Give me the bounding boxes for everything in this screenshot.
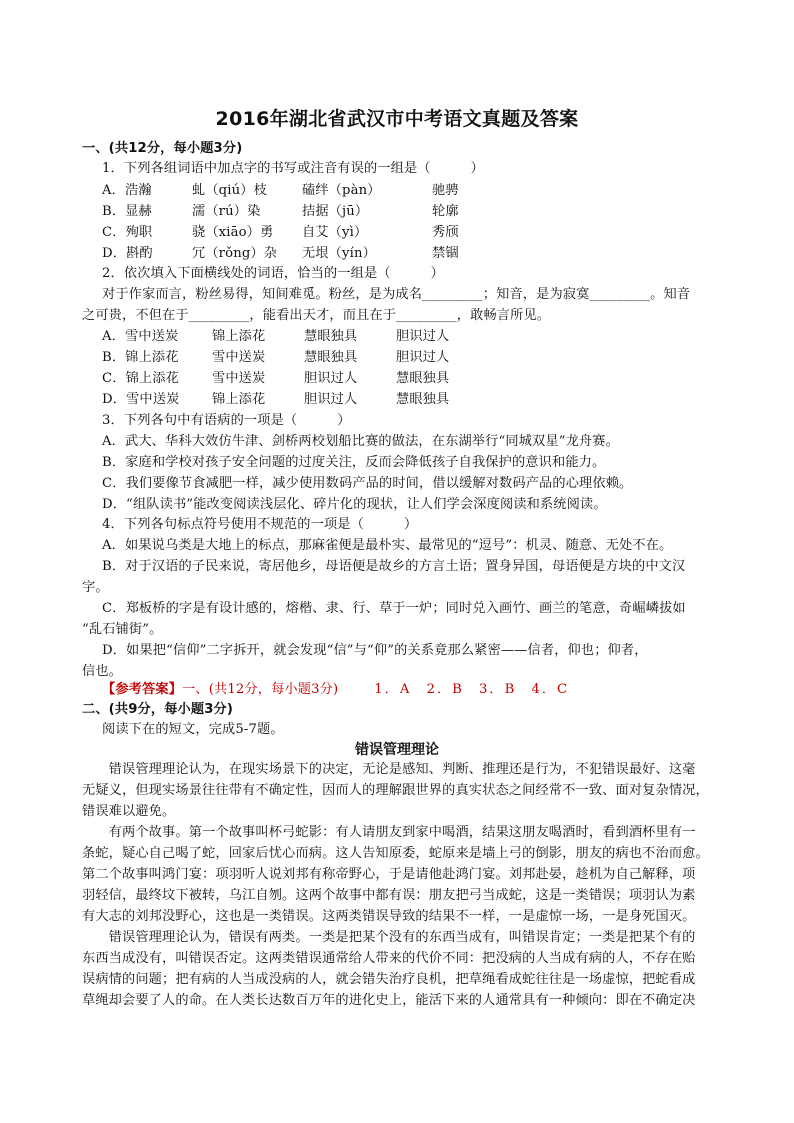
option-cell: 禁锢	[432, 246, 459, 261]
option-cell: 驰骋	[432, 183, 459, 198]
option-cell: 胆识过人	[304, 392, 358, 407]
option-cell: D．斟酌	[102, 246, 153, 261]
q1-option-a	[102, 181, 459, 201]
q1-option-c	[102, 223, 459, 243]
q2-option-d	[102, 390, 449, 410]
article-line: 草绳却会要了人的命。在人类长达数百万年的进化史上，能活下来的人通常具有一种倾向：即在不确定决	[82, 993, 696, 1008]
option-cell: 雪中送炭	[212, 371, 266, 386]
q4-option-b: B．对于汉语的子民来说，寄居他乡，母语便是故乡的方言土语；置身异国，母语便是方块的中文汉	[102, 559, 686, 574]
q2-stem: 2．依次填入下面横线处的词语，恰当的一组是（ ）	[102, 266, 444, 281]
q2-option-c	[102, 369, 449, 389]
option-cell: A．雪中送炭	[102, 329, 179, 344]
q2-option-a	[102, 327, 449, 347]
section-2-intro: 阅读下在的短文，完成5-7题。	[102, 722, 284, 737]
q3-option-a: A．武大、华科大效仿牛津、剑桥两校划船比赛的做法，在东湖举行“同城双星”龙舟赛。	[102, 434, 619, 449]
option-cell: 胆识过人	[396, 350, 450, 365]
option-cell: 拮据（jū）	[302, 204, 369, 219]
article-line: 错误难以避免。	[82, 804, 176, 819]
q1-option-b	[102, 202, 459, 222]
article-line: 有两个故事。第一个故事叫杯弓蛇影：有人请朋友到家中喝酒，结果这朋友喝酒时，看到酒杯里有一	[82, 825, 696, 840]
article-line: 条蛇，疑心自己喝了蛇，回家后忧心而病。这人告知原委，蛇原来是墙上弓的倒影，朋友的病也不治而愈。	[82, 846, 709, 861]
q3-option-b: B．家庭和学校对孩子安全问题的过度关注，反而会降低孩子自我保护的意识和能力。	[102, 455, 606, 470]
q4-option-a: A．如果说乌类是大地上的标点，那麻雀便是最朴实、最常见的“逗号”：机灵、随意、无处不在。	[102, 538, 673, 553]
article-line: 无疑义，但现实场景往往带有不确定性，因而人的理解跟世界的真实状态之间经常不一致、面对复杂情况，	[82, 783, 709, 798]
q4-option-b-cont: 字。	[82, 580, 109, 595]
article-line: 东西当成没有，叫错误否定。这两类错误通常给人带来的代价不同：把没病的人当成有病的人，不存在贻	[82, 951, 696, 966]
q3-option-d: D．“组队读书”能改变阅读浅层化、碎片化的现状，让人们学会深度阅读和系统阅读。	[102, 497, 607, 512]
option-cell: 无垠（yín）	[302, 246, 376, 261]
option-cell: D．雪中送炭	[102, 392, 180, 407]
section-1-heading: 一、(共12分，每小题3分)	[82, 141, 243, 156]
q4-option-d: D．如果把“信仰”二字拆开，就会发现“信”与“仰”的关系竟那么紧密——信者，仰也；仰者，	[102, 643, 648, 658]
option-cell: 胆识过人	[396, 329, 450, 344]
option-cell: 磕绊（pàn）	[302, 183, 381, 198]
option-cell: 雪中送炭	[212, 350, 266, 365]
q4-option-c-cont: “乱石铺街”。	[82, 622, 163, 637]
option-cell: 慧眼独具	[396, 371, 450, 386]
q4-stem: 4．下列各句标点符号使用不规范的一项是（ ）	[102, 517, 418, 532]
article-title: 错误管理理论	[355, 742, 439, 758]
option-cell: A．浩瀚	[102, 183, 152, 198]
q3-stem: 3．下列各句中有语病的一项是（ ）	[102, 413, 351, 428]
option-cell: B．锦上添花	[102, 350, 179, 365]
q4-option-c: C．郑板桥的字是有设计感的，熔楷、隶、行、草于一炉；同时兑入画竹、画兰的笔意，奇崛嶙拔如	[102, 601, 686, 616]
option-cell: 虬（qiú）枝	[192, 183, 267, 198]
option-cell: C．殉职	[102, 225, 153, 240]
option-cell: 轮廓	[432, 204, 459, 219]
q2-option-b	[102, 348, 449, 368]
answer-section: 一、(共12分，每小题3分)	[182, 682, 339, 697]
q4-option-d-cont: 信也。	[82, 664, 123, 679]
document-title: 2016年湖北省武汉市中考语文真题及答案	[215, 108, 579, 130]
article-line: 错误管理理论认为，错误有两类。一类是把某个没有的东西当成有，叫错误肯定；一类是把某个有的	[82, 930, 696, 945]
answer-label: 【参考答案】	[102, 682, 183, 697]
option-cell: 濡（rú）染	[192, 204, 261, 219]
option-cell: 慧眼独具	[304, 350, 358, 365]
option-cell: 慧眼独具	[304, 329, 358, 344]
q2-paragraph-line: 对于作家而言，粉丝易得，知间难觅。粉丝，是为成名_________；知音，是为寂寞_________。知音	[102, 287, 691, 302]
article-line: 错误管理理论认为，在现实场景下的决定，无论是感知、判断、推理还是行为，不犯错误最好、这毫	[82, 762, 696, 777]
q1-stem: 1．下列各组词语中加点字的书写或注音有误的一组是（ ）	[102, 161, 484, 176]
answer-line	[102, 680, 569, 700]
article-line: 第二个故事叫鸿门宴：项羽听人说刘邦有称帝野心，于是请他赴鸿门宴。刘邦赴晏，趁机为自己解释，项	[82, 867, 696, 882]
article-line: 羽轻信，最终坟下被转，乌江自刎。这两个故事中都有误：朋友把弓当成蛇，这是一类错误；项羽认为素	[82, 888, 696, 903]
option-cell: 锦上添花	[212, 329, 266, 344]
option-cell: C．锦上添花	[102, 371, 179, 386]
q3-option-c: C．我们要像节食减肥一样，减少使用数码产品的时间，借以缓解对数码产品的心理依赖。	[102, 476, 633, 491]
article-line: 误病情的问题；把有病的人当成没病的人，就会错失治疗良机，把草绳看成蛇往往是一场虚惊，把蛇看成	[82, 972, 696, 987]
option-cell: 自艾（yì）	[302, 225, 368, 240]
option-cell: 慧眼独具	[396, 392, 450, 407]
option-cell: B．显赫	[102, 204, 152, 219]
article-line: 有大志的刘邦没野心，这也是一类错误。这两类错误导致的结果不一样，一是虚惊一场，一是身死国灭。	[82, 909, 696, 924]
option-cell: 胆识过人	[304, 371, 358, 386]
q1-option-d	[102, 244, 459, 264]
q2-paragraph-line: 之可贵，不但在于_________，能看出天才，而且在于_________，敢畅言所见。	[82, 308, 551, 323]
option-cell: 冗（rǒng）杂	[192, 246, 278, 261]
section-2-heading: 二、(共9分，每小题3分)	[82, 702, 234, 717]
answer-values: 1．A 2．B 3．B 4．C	[374, 682, 570, 697]
option-cell: 锦上添花	[212, 392, 266, 407]
option-cell: 秀颀	[432, 225, 459, 240]
option-cell: 骁（xiāo）勇	[192, 225, 274, 240]
